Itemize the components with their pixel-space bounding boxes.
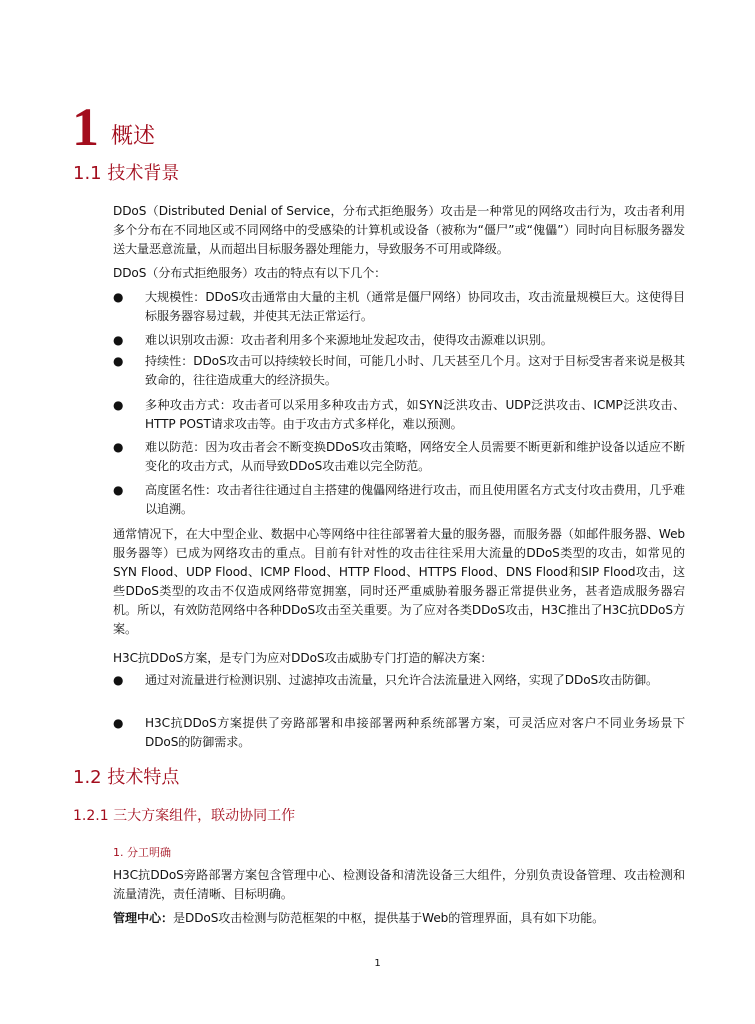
list-item-text: 高度匿名性：攻击者往往通过自主搭建的傀儡网络进行攻击，而且使用匿名方式支付攻击费用，几乎难以追溯。 [145,483,685,516]
bullet-icon: ● [113,333,124,347]
management-center-paragraph [113,909,685,928]
list-item [113,352,685,390]
list-item [113,396,685,434]
list-item [113,481,685,519]
chapter-number: 1 [72,97,99,157]
section-heading-1-2: 1.2 技术特点 [73,767,180,788]
list-item [113,671,685,690]
intro-paragraph: DDoS（Distributed Denial of Service，分布式拒绝服务）攻击是一种常见的网络攻击行为，攻击者利用多个分布在不同地区或不同网络中的受感染的计算机或设备（被称为“僵尸”或“傀儡”）同时向目标服务器发送大量恶意流量，从而超出目标服务器处理能力，导致服务不可用或降级。 [113,204,685,256]
list-item-text: 持续性：DDoS攻击可以持续较长时间，可能几小时、几天甚至几个月。这对于目标受害者来说是极其致命的，往往造成重大的经济损失。 [145,354,685,387]
list-item-text: H3C抗DDoS方案提供了旁路部署和串接部署两种系统部署方案，可灵活应对客户不同业务场景下DDoS的防御需求。 [145,716,685,749]
list-item [113,288,685,326]
chapter-heading: 概述 [111,124,156,149]
division-paragraph: H3C抗DDoS旁路部署方案包含管理中心、检测设备和清洗设备三大组件，分别负责设备管理、攻击检测和流量清洗，责任清晰、目标明确。 [113,868,685,901]
solution-intro-paragraph: H3C抗DDoS方案，是专门为应对DDoS攻击威胁专门打造的解决方案： [113,651,493,665]
management-center-text: 是DDoS攻击检测与防范框架的中枢，提供基于Web的管理界面，具有如下功能。 [172,911,605,925]
list-item [113,331,685,350]
list-item-text: 难以识别攻击源：攻击者利用多个来源地址发起攻击，使得攻击源难以识别。 [145,333,553,347]
bullet-icon: ● [113,440,124,454]
list-item [113,438,685,476]
bullet-icon: ● [113,483,124,497]
list-item-text: 通过对流量进行检测识别、过滤掉攻击流量，只允许合法流量进入网络，实现了DDoS攻击防御。 [145,673,659,687]
list-item-text: 多种攻击方式：攻击者可以采用多种攻击方式，如SYN泛洪攻击、UDP泛洪攻击、ICMP泛洪攻击、HTTP POST请求攻击等。由于攻击方式多样化，难以预测。 [145,398,685,431]
bullet-icon: ● [113,290,124,304]
section-heading-1-1: 1.1 技术背景 [73,163,180,184]
page-number: 1 [374,958,381,969]
subsection-heading-1-2-1: 1.2.1 三大方案组件，联动协同工作 [73,808,296,824]
bullet-icon: ● [113,354,124,368]
situation-paragraph: 通常情况下，在大中型企业、数据中心等网络中往往部署着大量的服务器，而服务器（如邮件服务器、Web服务器等）已成为网络攻击的重点。目前有针对性的攻击往往采用大流量的DDoS类型的攻击，如常见的SYN Flood、UDP Flood、ICMP Flood、HTTP Flood、HTTPS Flood、DNS Flood和SIP Flood攻击，这些DDoS类型的攻击不仅造成网络带宽拥塞，同时还严重威胁着服务器正常提供业务，甚者造成服务器宕机。所以，有效防范网络中各种DDoS攻击至关重要。为了应对各类DDoS攻击，H3C推出了H3C抗DDoS方案。 [113,527,685,636]
bullet-icon: ● [113,716,124,730]
bullet-icon: ● [113,673,124,687]
list-item-text: 难以防范：因为攻击者会不断变换DDoS攻击策略，网络安全人员需要不断更新和维护设备以适应不断变化的攻击方式，从而导致DDoS攻击难以完全防范。 [145,440,685,473]
management-center-label: 管理中心： [113,911,173,925]
list-item [113,714,685,752]
chapter-title [72,96,156,157]
bullet-icon: ● [113,398,124,412]
item-heading: 1. 分工明确 [113,846,171,859]
list-item-text: 大规模性：DDoS攻击通常由大量的主机（通常是僵尸网络）协同攻击，攻击流量规模巨大。这使得目标服务器容易过载，并使其无法正常运行。 [145,290,685,323]
features-intro-paragraph: DDoS（分布式拒绝服务）攻击的特点有以下几个： [113,266,387,280]
